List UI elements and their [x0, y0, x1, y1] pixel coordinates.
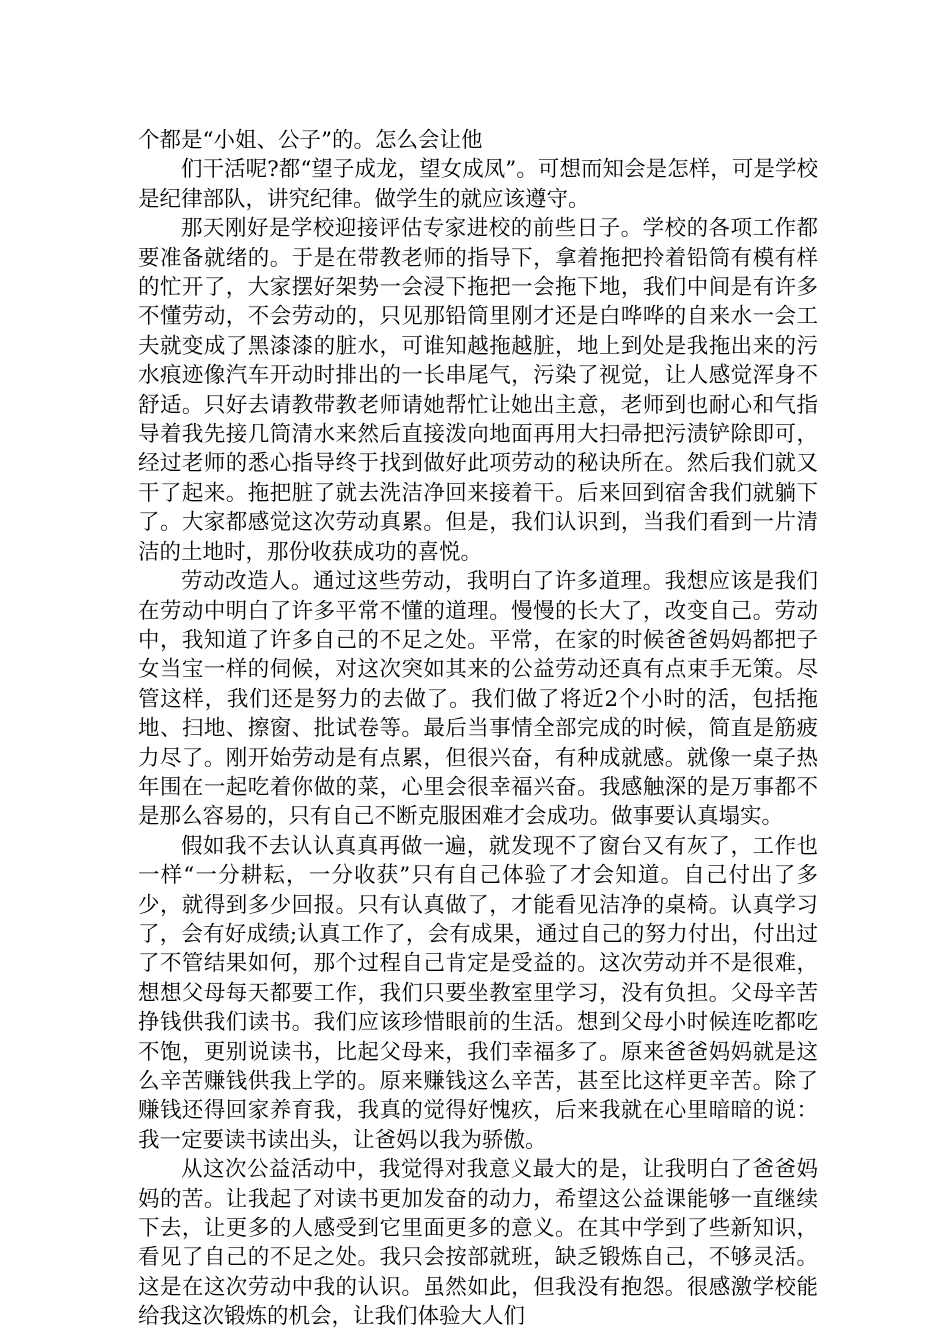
paragraph-2: 们干活呢?都“望子成龙，望女成凤”。可想而知会是怎样，可是学校是纪律部队，讲究纪律。做学生的就应该遵守。: [138, 157, 818, 212]
paragraph-5: 假如我不去认认真真再做一遍，就发现不了窗台又有灰了，工作也一样“一分耕耘，一分收获”只有自己体验了才会知道。自己付出了多少，就得到多少回报。只有认真做了，才能看见洁净的桌椅。认真学习了，会有好成绩;认真工作了，会有成果，通过自己的努力付出，付出过了不管结果如何，那个过程自己肯定是受益的。这次劳动并不是很难，想想父母每天都要工作，我们只要坐教室里学习，没有负担。父母辛苦挣钱供我们读书。我们应该珍惜眼前的生活。想到父母小时候连吃都吃不饱，更别说读书，比起父母来，我们幸福多了。原来爸爸妈妈就是这么辛苦赚钱供我上学的。原来赚钱这么辛苦，甚至比这样更辛苦。除了赚钱还得回家养育我，我真的觉得好愧疚，后来我就在心里暗暗的说：我一定要读书读出头，让爸妈以我为骄傲。: [138, 833, 818, 1153]
paragraph-1: 个都是“小姐、公子”的。怎么会让他: [138, 128, 483, 153]
paragraph-3: 那天刚好是学校迎接评估专家进校的前些日子。学校的各项工作都要准备就绪的。于是在带教老师的指导下，拿着拖把拎着铅筒有模有样的忙开了，大家摆好架势一会浸下拖把一会拖下地，我们中间是有许多不懂劳动，不会劳动的，只见那铅筒里刚才还是白哗哗的自来水一会工夫就变成了黑漆漆的脏水，可谁知越拖越脏，地上到处是我拖出来的污水痕迹像汽车开动时排出的一长串尾气，污染了视觉，让人感觉浑身不舒适。只好去请教带教老师请她帮忙让她出主意，老师到也耐心和气指导着我先接几筒清水来然后直接泼向地面再用大扫帚把污渍铲除即可，经过老师的悉心指导终于找到做好此项劳动的秘诀所在。然后我们就又干了起来。拖把脏了就去洗洁净回来接着干。后来回到宿舍我们就躺下了。大家都感觉这次劳动真累。但是，我们认识到，当我们看到一片清洁的土地时，那份收获成功的喜悦。: [138, 216, 818, 565]
paragraph-6: 从这次公益活动中，我觉得对我意义最大的是，让我明白了爸爸妈妈的苦。让我起了对读书更加发奋的动力，希望这公益课能够一直继续下去，让更多的人感受到它里面更多的意义。在其中学到了些新知识，看见了自己的不足之处。我只会按部就班，缺乏锻炼自己，不够灵活。这是在这次劳动中我的认识。虽然如此，但我没有抱怨。很感激学校能给我这次锻炼的机会，让我们体验大人们: [138, 1157, 818, 1330]
paragraph-4: 劳动改造人。通过这些劳动，我明白了许多道理。我想应该是我们在劳动中明白了许多平常不懂的道理。慢慢的长大了，改变自己。劳动中，我知道了许多自己的不足之处。平常，在家的时候爸爸妈妈都把子女当宝一样的伺候，对这次突如其来的公益劳动还真有点束手无策。尽管这样，我们还是努力的去做了。我们做了将近2个小时的活，包括拖地、扫地、擦窗、批试卷等。最后当事情全部完成的时候，简直是筋疲力尽了。刚开始劳动是有点累，但很兴奋，有种成就感。就像一桌子热年围在一起吃着你做的菜，心里会很幸福兴奋。我感触深的是万事都不是那么容易的，只有自己不断克服困难才会成功。做事要认真塌实。: [138, 569, 818, 830]
essay-body: [138, 126, 818, 1332]
